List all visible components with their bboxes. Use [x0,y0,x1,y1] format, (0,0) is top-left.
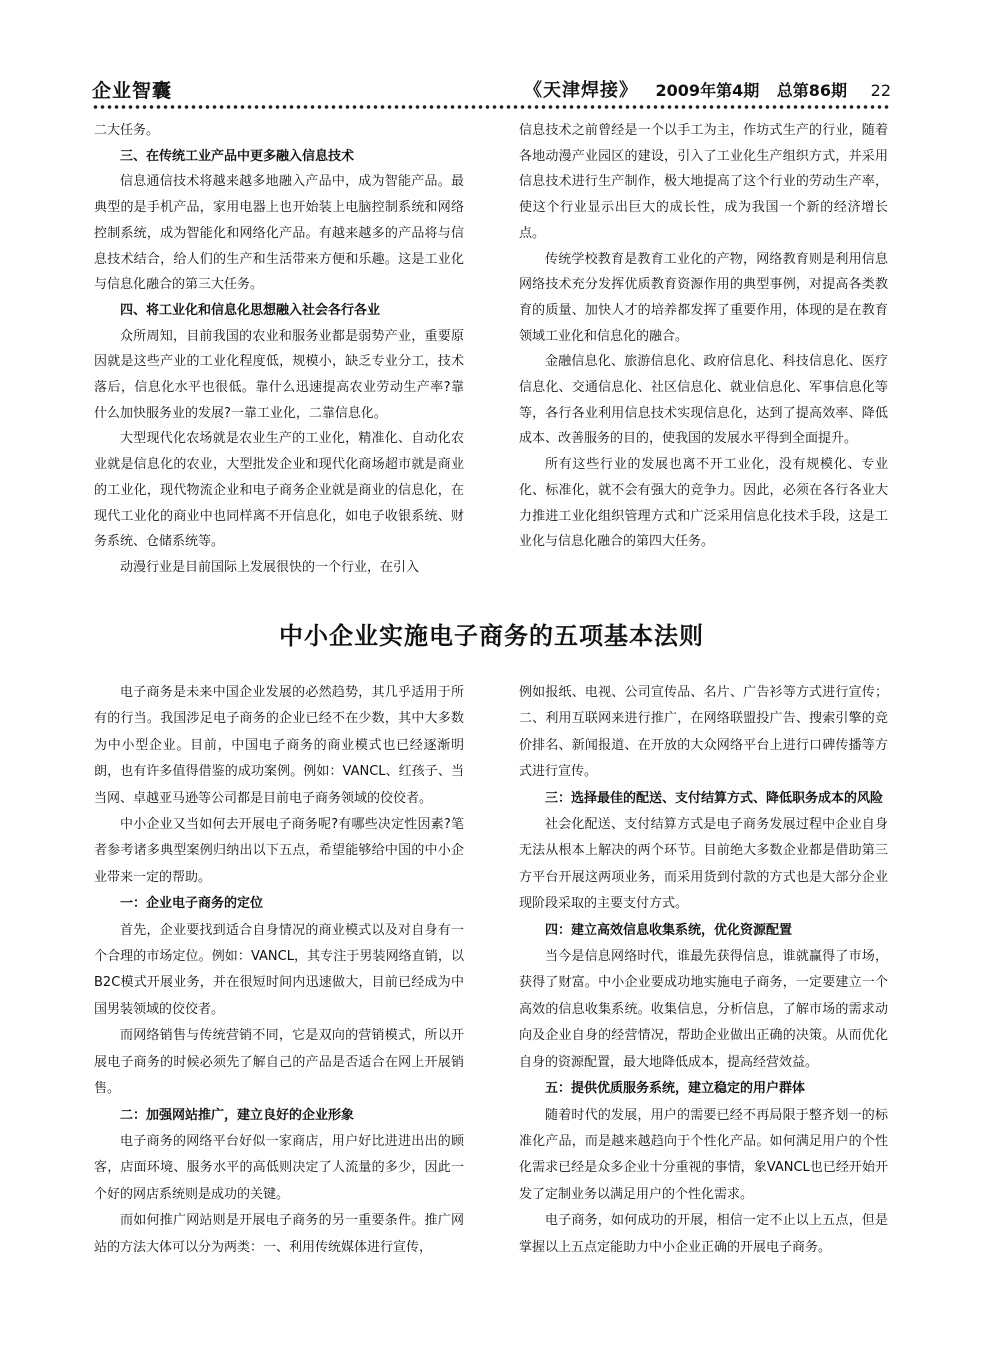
paragraph: 而网络销售与传统营销不同，它是双向的营销模式，所以开展电子商务的时候必须先了解自己的产品是否适合在网上开展销售。 [94,1028,464,1097]
section-heading: 二：加强网站推广，建立良好的企业形象 [120,1107,355,1123]
paragraph: 所有这些行业的发展也离不开工业化，没有规模化、专业化、标准化，就不会有强大的竞争力。因此，必须在各行各业大力推进工业化组织管理方式和广泛采用信息化技术手段，这是工业化与信息化融合的第四大任务。 [519,457,888,550]
section-heading: 四、将工业化和信息化思想融入社会各行各业 [120,302,381,318]
running-header [92,76,891,102]
paragraph: 首先，企业要找到适合自身情况的商业模式以及对自身有一个合理的市场定位。例如：VANCL，其专注于男装网络直销，以B2C模式开展业务，并在很短时间内迅速做大，目前已经成为中国男装领域的佼佼者。 [94,922,464,1017]
total-issue-label: 总第86期 [776,81,848,100]
paragraph: 信息通信技术将越来越多地融入产品中，成为智能产品。最典型的是手机产品，家用电器上也开始装上电脑控制系统和网络控制系统，成为智能化和网络化产品。有越来越多的产品将与信息技术结合，给人们的生产和生活带来方便和乐趣。这是工业化与信息化融合的第三大任务。 [94,174,464,293]
article2-column-left [94,680,464,1261]
issue-label: 2009年第4期 [655,81,760,100]
paragraph: 当今是信息网络时代，谁最先获得信息，谁就赢得了市场，获得了财富。中小企业要成功地实施电子商务，一定要建立一个高效的信息收集系统。收集信息，分析信息，了解市场的需求动向及企业自身的经营情况，帮助企业做出正确的决策。从而优化自身的资源配置，最大地降低成本，提高经营效益。 [519,949,888,1070]
section-heading: 一：企业电子商务的定位 [120,896,264,912]
article1-column-right [519,118,888,555]
paragraph: 电子商务的网络平台好似一家商店，用户好比进进出出的顾客，店面环境、服务水平的高低则决定了人流量的多少，因此一个好的网店系统则是成功的关键。 [94,1133,464,1202]
paragraph: 例如报纸、电视、公司宣传品、名片、广告衫等方式进行宣传；二、利用互联网来进行推广，在网络联盟投广告、搜索引擎的竞价排名、新闻报道、在开放的大众网络平台上进行口碑传播等方式进行宣传。 [519,685,888,780]
article2-column-right [519,680,888,1261]
paragraph: 金融信息化、旅游信息化、政府信息化、科技信息化、医疗信息化、交通信息化、社区信息化、就业信息化、军事信息化等等，各行各业利用信息技术实现信息化，达到了提高效率、降低成本、改善服务的目的，使我国的发展水平得到全面提升。 [519,354,888,447]
journal-info [512,76,891,102]
section-heading: 三：选择最佳的配送、支付结算方式、降低职务成本的风险 [545,790,884,806]
paragraph: 信息技术之前曾经是一个以手工为主，作坊式生产的行业，随着各地动漫产业园区的建设，引入了工业化生产组织方式，并采用信息技术进行生产制作，极大地提高了这个行业的劳动生产率，使这个行业显示出巨大的成长性，成为我国一个新的经济增长点。 [519,123,888,241]
section-label: 企业智囊 [92,80,173,102]
paragraph: 二大任务。 [94,123,160,138]
paragraph: 电子商务是未来中国企业发展的必然趋势，其几乎适用于所有的行当。我国涉足电子商务的企业已经不在少数，其中大多数为中小型企业。目前，中国电子商务的商业模式也已经逐渐明朗，也有许多值得借鉴的成功案例。例如：VANCL、红孩子、当当网、卓越亚马逊等公司都是目前电子商务领域的佼佼者。 [94,685,464,806]
article-title: 中小企业实施电子商务的五项基本法则 [279,622,704,650]
section-heading: 五：提供优质服务系统，建立稳定的用户群体 [545,1081,806,1097]
journal-name: 《天津焊接》 [523,80,638,101]
paragraph: 传统学校教育是教育工业化的产物，网络教育则是利用信息网络技术充分发挥优质教育资源作用的典型事例，对提高各类教育的质量、加快人才的培养都发挥了重要作用，体现的是在教育领域工业化和信息化的融合。 [519,251,888,344]
paragraph: 动漫行业是目前国际上发展很快的一个行业，在引入 [120,559,420,575]
page-number: 22 [870,81,891,100]
article1-column-left [94,118,464,581]
section-heading: 三、在传统工业产品中更多融入信息技术 [120,148,355,164]
paragraph: 中小企业又当如何去开展电子商务呢?有哪些决定性因素?笔者参考诸多典型案例归纳出以下五点，希望能够给中国的中小企业带来一定的帮助。 [94,817,464,885]
paragraph: 而如何推广网站则是开展电子商务的另一重要条件。推广网站的方法大体可以分为两类：一、利用传统媒体进行宣传， [94,1213,464,1255]
paragraph: 众所周知，目前我国的农业和服务业都是弱势产业，重要原因就是这些产业的工业化程度低，规模小，缺乏专业分工，技术落后，信息化水平也很低。靠什么迅速提高农业劳动生产率?靠什么加快服务业的发展?一靠工业化，二靠信息化。 [94,328,464,421]
paragraph: 社会化配送、支付结算方式是电子商务发展过程中企业自身无法从根本上解决的两个环节。目前绝大多数企业都是借助第三方平台开展这两项业务，而采用货到付款的方式也是大部分企业现阶段采取的主要支付方式。 [519,817,888,912]
section-heading: 四：建立高效信息收集系统，优化资源配置 [545,922,793,938]
dotted-rule [92,103,891,111]
paragraph: 随着时代的发展，用户的需要已经不再局限于整齐划一的标准化产品，而是越来越趋向于个性化产品。如何满足用户的个性化需求已经是众多企业十分重视的事情，象VANCL也已经开始开发了定制业务以满足用户的个性化需求。 [519,1107,888,1202]
paragraph: 电子商务，如何成功的开展，相信一定不止以上五点，但是掌握以上五点定能助力中小企业正确的开展电子商务。 [519,1213,888,1255]
paragraph: 大型现代化农场就是农业生产的工业化，精准化、自动化农业就是信息化的农业，大型批发企业和现代化商场超市就是商业的工业化，现代物流企业和电子商务企业就是商业的信息化，在现代工业化的商业中也同样离不开信息化，如电子收银系统、财务系统、仓储系统等。 [94,431,464,550]
